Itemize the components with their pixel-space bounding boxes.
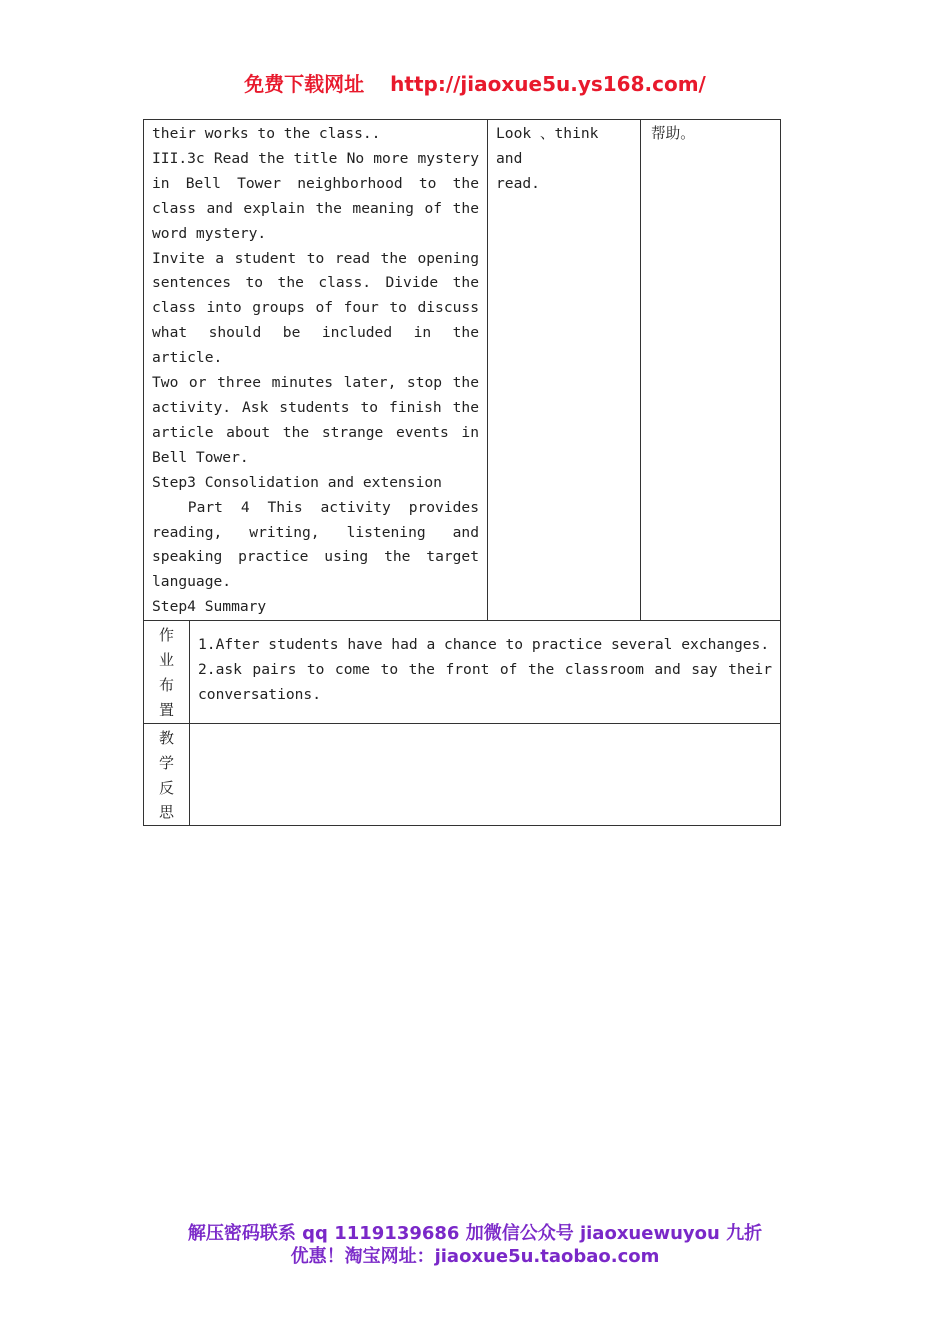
- procedure-line: Two or three minutes later, stop the: [152, 374, 479, 392]
- student-activity-cell: [488, 120, 641, 621]
- procedure-line: class and explain the meaning of the: [152, 199, 479, 217]
- activity-line: read.: [496, 174, 540, 192]
- procedure-line: Invite a student to read the opening: [152, 249, 479, 267]
- procedure-line: speaking practice using the target: [152, 548, 479, 566]
- procedure-line: language.: [152, 573, 232, 591]
- homework-line: 1.After students have had a chance to practice several exchanges.: [198, 636, 770, 654]
- reflection-label: [144, 723, 190, 826]
- label-char: 教: [158, 728, 174, 747]
- homework-line: conversations.: [198, 685, 322, 703]
- header-download-text: 免费下载网址: [244, 72, 365, 96]
- homework-label: [144, 621, 190, 724]
- label-char: 学: [158, 753, 174, 772]
- procedure-line: class into groups of four to discuss: [152, 299, 479, 317]
- label-char: 作: [158, 626, 174, 645]
- procedure-line: Step4 Summary: [152, 598, 267, 616]
- procedure-line: activity. Ask students to finish the: [152, 398, 479, 416]
- activity-line: Look 、think and: [496, 125, 599, 167]
- teaching-procedure-cell: [144, 120, 488, 621]
- procedure-line: sentences to the class. Divide the: [152, 274, 479, 292]
- footer-contact-line: 解压密码联系 qq 1119139686 加微信公众号 jiaoxuewuyou 九折: [187, 1223, 763, 1244]
- reflection-row: [144, 723, 781, 826]
- procedure-line: Part 4 This activity provides: [152, 498, 479, 516]
- homework-content: [190, 621, 781, 724]
- procedure-line: III.3c Read the title No more mystery: [152, 149, 479, 167]
- procedure-line: in Bell Tower neighborhood to the: [152, 174, 479, 192]
- procedure-line: article.: [152, 349, 223, 367]
- procedure-line: Bell Tower.: [152, 448, 249, 466]
- procedure-line: article about the strange events in: [152, 423, 479, 441]
- header-banner: [0, 68, 950, 97]
- header-url-link[interactable]: http://jiaoxue5u.ys168.com/: [390, 72, 706, 96]
- label-char: 置: [158, 700, 174, 719]
- procedure-line: Step3 Consolidation and extension: [152, 473, 442, 491]
- label-char: 业: [158, 651, 174, 670]
- label-char: 布: [158, 675, 174, 694]
- homework-row: [144, 621, 781, 724]
- label-char: 反: [158, 778, 174, 797]
- procedure-line: reading, writing, listening and: [152, 523, 479, 541]
- procedure-line: their works to the class..: [152, 125, 381, 142]
- notes-text: 帮助。: [651, 125, 695, 142]
- reflection-content: [190, 723, 781, 826]
- notes-cell: [641, 120, 781, 621]
- footer-shop-line: 优惠！淘宝网址：jiaoxue5u.taobao.com: [290, 1246, 660, 1267]
- procedure-line: what should be included in the: [152, 324, 479, 342]
- procedure-line: word mystery.: [152, 224, 267, 242]
- procedure-row: [144, 120, 781, 621]
- lesson-plan-table: [143, 119, 781, 826]
- homework-line: 2.ask pairs to come to the front of the classroom and say their: [198, 661, 772, 679]
- label-char: 思: [158, 803, 174, 822]
